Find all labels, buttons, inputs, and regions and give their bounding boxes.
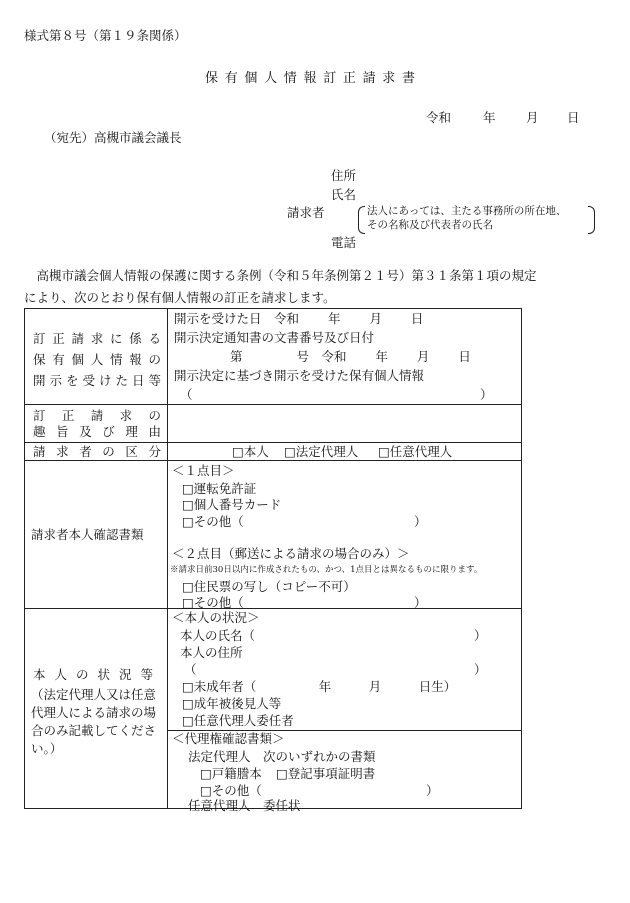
- mynumber-card-checkbox[interactable]: □個人番号カード: [182, 497, 282, 512]
- family-register-checkbox[interactable]: □戸籍謄本: [200, 766, 262, 781]
- resident-record-checkbox[interactable]: □住民票の写し（コピー不可）: [182, 579, 356, 594]
- label-line: 訂正請求の: [33, 408, 161, 423]
- label-note-line: 合のみ記載してくださ: [31, 723, 157, 738]
- address-open[interactable]: （: [184, 662, 197, 677]
- corp-note-2: その名称及び代表者の氏名: [367, 219, 493, 231]
- authority-heading: ＜代理権確認書類＞: [172, 731, 285, 746]
- date-era: 令和: [426, 110, 452, 125]
- label-note-line: （法定代理人又は任意: [31, 687, 157, 702]
- request-table: [24, 308, 522, 813]
- disclosure-date: 開示を受けた日 令和 年 月 日: [174, 311, 424, 326]
- other-id-close: ）: [414, 514, 427, 529]
- row-id-documents: [25, 461, 522, 609]
- date-day: 日: [567, 110, 580, 125]
- point2-heading: ＜２点目（郵送による請求の場合のみ）＞: [172, 546, 410, 561]
- bracket-left: [358, 206, 365, 234]
- point2-note: ※請求日前30日以内に作成されたもの、かつ、1点目とは異なるものに限ります。: [170, 565, 483, 575]
- paren-open: （: [180, 387, 193, 402]
- disclosed-info-label: 開示決定に基づき開示を受けた保有個人情報: [174, 368, 425, 383]
- row-category: [25, 443, 522, 461]
- row-disclosure-info: [25, 309, 522, 405]
- label-id-documents: 請求者本人確認書類: [25, 461, 168, 609]
- principal-name-close: ）: [474, 628, 487, 643]
- principal-status-content: [168, 609, 522, 813]
- option-voluntary-agent-checkbox[interactable]: □任意代理人: [378, 444, 453, 459]
- address-label: 住所: [331, 168, 357, 183]
- date-month: 月: [526, 110, 539, 125]
- id-documents-content: [168, 461, 522, 609]
- label-purpose: [25, 405, 168, 443]
- intro-line-2: により、次のとおり保有個人情報の訂正を請求します。: [24, 290, 336, 305]
- decision-doc-label: 開示決定通知書の文書番号及び日付: [174, 330, 375, 345]
- registry-certificate-checkbox[interactable]: □登記事項証明書: [276, 766, 376, 781]
- intro-line-1: 高槻市議会個人情報の保護に関する条例（令和５年条例第２１号）第３１条第１項の規定: [24, 268, 537, 283]
- paren-close: ）: [480, 387, 493, 402]
- adult-guardian-checkbox[interactable]: □成年被後見人等: [182, 696, 282, 711]
- label-line: 開示を受けた日等: [33, 373, 161, 388]
- voluntary-principal-checkbox[interactable]: □任意代理人委任者: [182, 713, 294, 728]
- drivers-license-checkbox[interactable]: □運転免許証: [182, 481, 257, 496]
- phone-label: 電話: [331, 235, 357, 250]
- option-legal-agent-checkbox[interactable]: □法定代理人: [284, 444, 359, 459]
- label-disclosure: [25, 309, 168, 405]
- doc-number: 第 号 令和 年 月 日: [230, 349, 471, 364]
- corp-note-1: 法人にあっては、主たる事務所の所在地、: [367, 205, 567, 217]
- label-category: 請求者の区分: [25, 443, 168, 461]
- point1-heading: ＜１点目＞: [172, 463, 235, 478]
- minor-checkbox[interactable]: □未成年者（ 年 月 日生）: [182, 679, 457, 694]
- other-authority-checkbox[interactable]: □その他（: [200, 783, 262, 798]
- row-principal-status: [25, 609, 522, 809]
- label-line: 保有個人情報の: [33, 352, 161, 367]
- other-doc2-checkbox[interactable]: □その他（: [182, 595, 244, 610]
- label-line: 趣旨及び理由: [33, 424, 161, 439]
- label-principal-status: 本人の状況等 （法定代理人又は任意 代理人による請求の場 合のみ記載してくださ い。）: [25, 609, 168, 809]
- other-authority-close: ）: [426, 783, 439, 798]
- label-note-line: 代理人による請求の場: [31, 705, 157, 720]
- legal-agent-line: 法定代理人 次のいずれかの書類: [188, 749, 376, 764]
- label-line: 訂正請求に係る: [33, 331, 161, 346]
- requester-label: 請求者: [287, 205, 325, 220]
- name-label: 氏名: [331, 187, 357, 202]
- form-number: 様式第８号（第１９条関係）: [24, 28, 187, 43]
- category-options: [168, 443, 522, 461]
- bracket-right: [588, 206, 595, 234]
- page-title: 保有個人情報訂正請求書: [205, 71, 415, 86]
- content-disclosure[interactable]: [168, 309, 522, 405]
- other-doc2-close: ）: [414, 595, 427, 610]
- purpose-input[interactable]: [168, 405, 522, 443]
- addressee: （宛先）高槻市議会議長: [44, 130, 182, 145]
- address-close: ）: [474, 662, 487, 677]
- voluntary-agent-line: 任意代理人 委任状: [188, 798, 301, 813]
- principal-name-label[interactable]: 本人の氏名（: [180, 628, 256, 643]
- date-year: 年: [483, 110, 496, 125]
- label-note-line: い。）: [31, 741, 63, 756]
- principal-address-label: 本人の住所: [180, 645, 243, 660]
- status-heading: ＜本人の状況＞: [172, 610, 260, 625]
- other-id-checkbox[interactable]: □その他（: [182, 514, 244, 529]
- row-purpose: [25, 405, 522, 443]
- option-self-checkbox[interactable]: □本人: [232, 444, 269, 459]
